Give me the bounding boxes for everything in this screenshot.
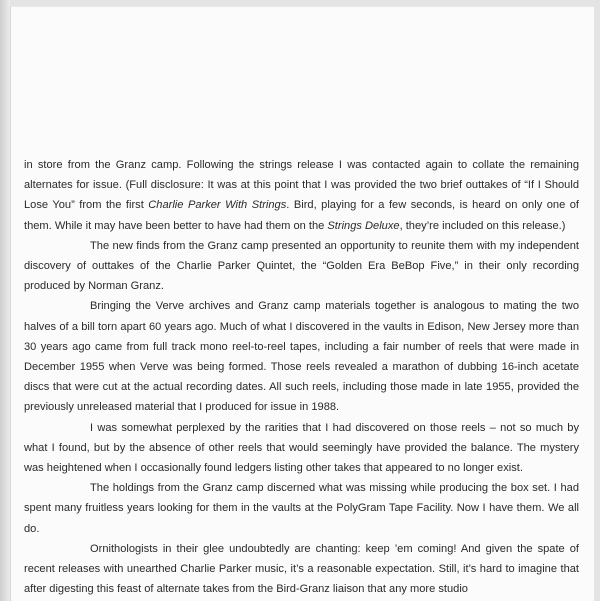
paragraph-text: . Bird, playing for a few seconds, is heard on only one of them. While it may have been better to have had them on the bbox=[24, 199, 580, 232]
body-text bbox=[24, 155, 579, 599]
italic-title-text: Charlie Parker With Strings bbox=[148, 199, 287, 212]
page-gutter-shadow bbox=[0, 0, 10, 601]
paragraph-text: Bringing the Verve archives and Granz camp materials together is analogous to mating the two halves of a bill torn apart 60 years ago. Much of what I discovered in the vaults in Edison, New Jersey more than 30 years ago came from full track mono reel-to-reel tapes, including a fair number of reels that were made in December 1955 when Verve was being formed. Those reels revealed a marathon of dubbing 16-inch acetate discs that were cut at the actual recording dates. All such reels, including those made in late 1955, provided the previously unreleased material that I produced for issue in 1988. bbox=[24, 300, 579, 414]
paragraph bbox=[24, 539, 579, 600]
paragraph bbox=[24, 236, 579, 297]
paragraph bbox=[24, 296, 579, 417]
paragraph bbox=[24, 155, 579, 236]
paragraph-text: The new finds from the Granz camp presented an opportunity to reunite them with my independent discovery of outtakes of the Charlie Parker Quintet, the “Golden Era BeBop Five,” in their only recording produced by Norman Granz. bbox=[24, 239, 579, 293]
italic-title-text: Strings Deluxe bbox=[327, 219, 400, 232]
paragraph-text: I was somewhat perplexed by the rarities that I had discovered on those reels – not so much by what I found, but by the absence of other reels that would seemingly have provided the balance. The mystery was heightened when I occasionally found ledgers listing other takes that appeared to no longer exist. bbox=[24, 421, 579, 475]
paragraph-text: The holdings from the Granz camp discerned what was missing while producing the box set. I had spent many fruitless years looking for them in the vaults at the PolyGram Tape Facility. Now I have them. We all do. bbox=[24, 482, 579, 535]
paragraph-text: in store from the Granz camp. Following the strings release I was contacted again to collate the remaining alternates for issue. (Full disclosure: It was at this point that I was provided the two brief outtakes of “If I Should Lose You” from the first bbox=[24, 159, 579, 212]
paragraph-text: Ornithologists in their glee undoubtedly are chanting: keep ’em coming! And given the spate of recent releases with unearthed Charlie Parker music, it’s a reasonable expectation. Still, it’s hard to imagine that after digesting this feast of alternate takes from the Bird-Granz liaison that any more studio bbox=[24, 542, 579, 596]
paragraph-text: , they’re included on this release.) bbox=[399, 219, 566, 232]
paragraph bbox=[24, 418, 579, 479]
paragraph bbox=[24, 478, 579, 539]
